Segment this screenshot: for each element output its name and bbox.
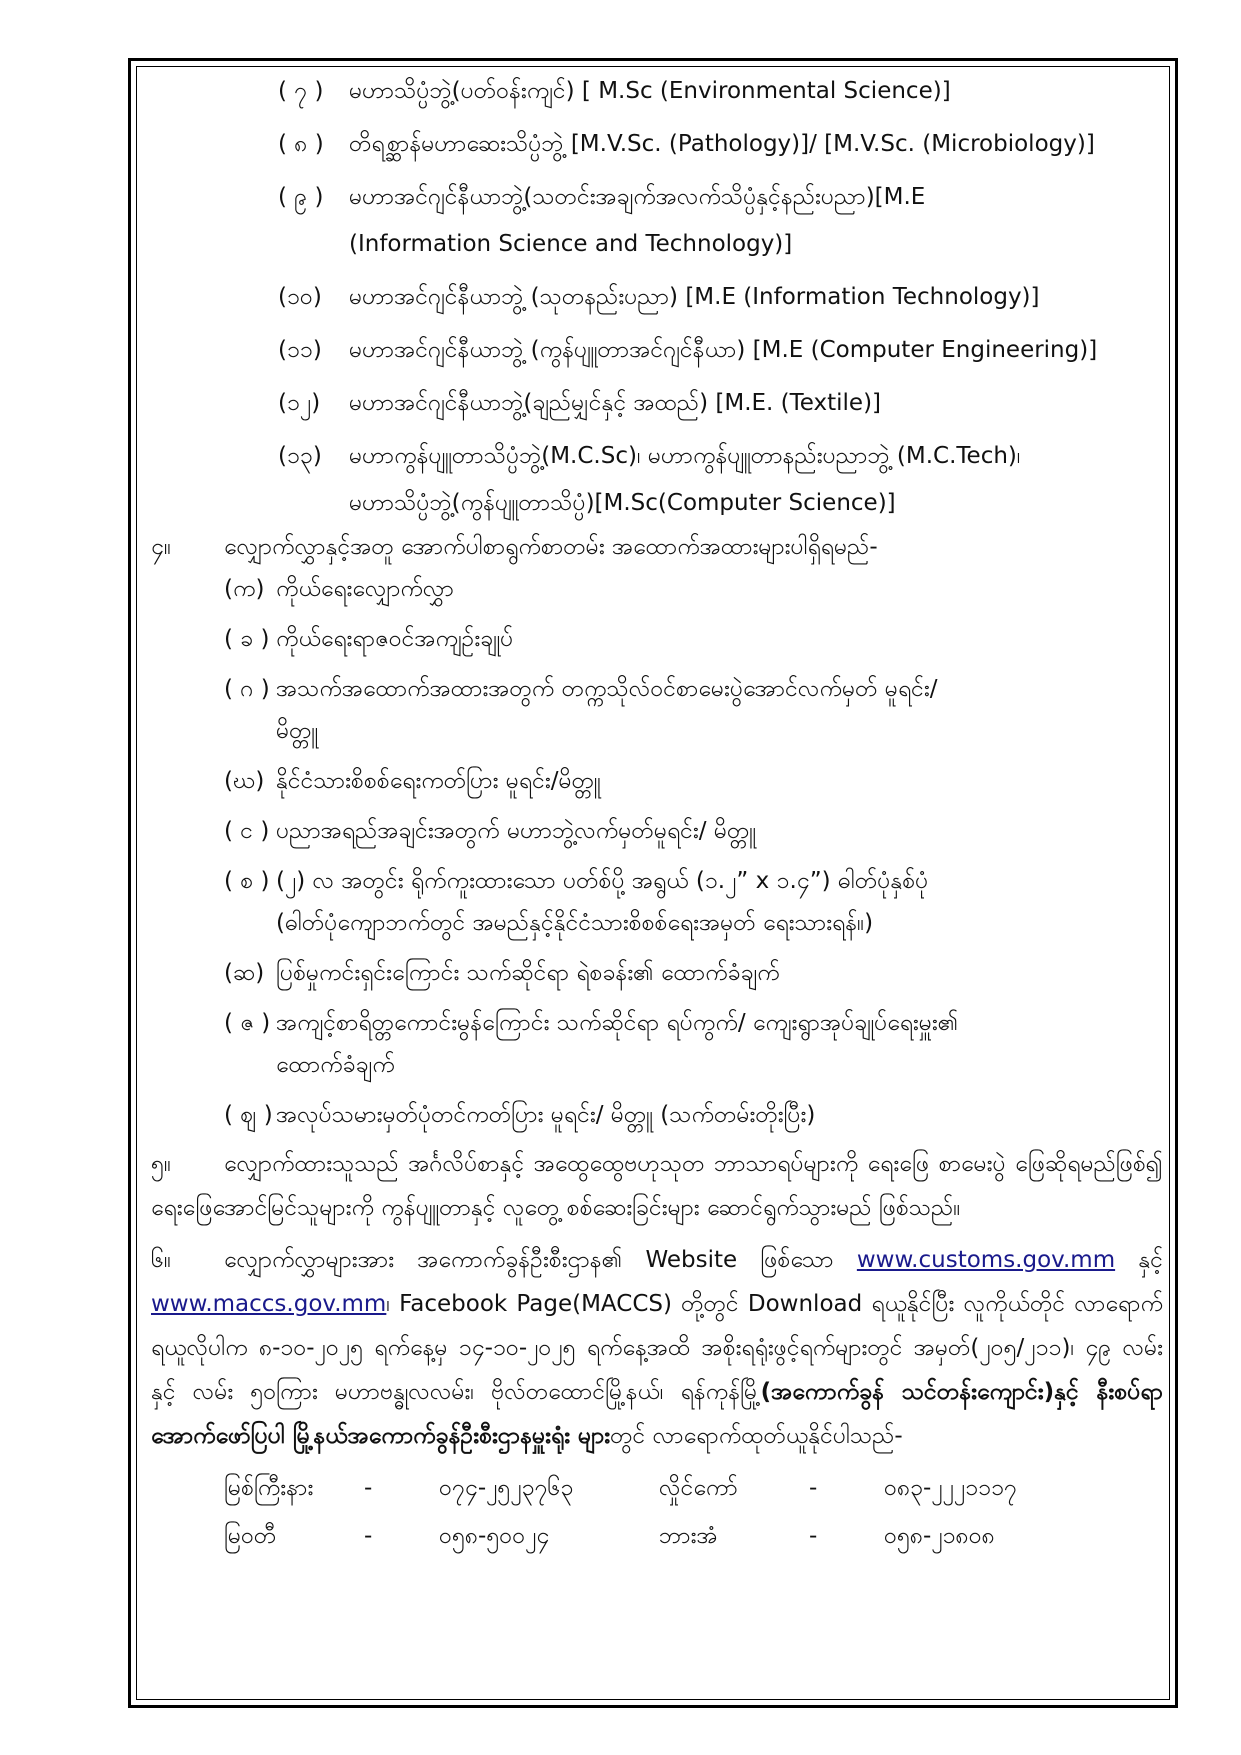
- section-6: [151, 1238, 1163, 1458]
- item-text: [276, 674, 1163, 746]
- degree-item: [151, 76, 1163, 129]
- section-heading: လျှောက်လွှာနှင့်အတူ အောက်ပါစာရွက်စာတမ်း အထောက်အထားများပါရှိရမည်-: [224, 534, 878, 560]
- degree-number: (၁၁): [278, 337, 322, 363]
- degree-text: မဟာအင်ဂျင်နီယာဘွဲ့ (ကွန်ပျူတာအင်ဂျင်နီယာ) [M.E (Computer Engineering)]: [349, 337, 1098, 363]
- section-6-text: လျှောက်လွှာများအား အကောက်ခွန်ဦးစီးဌာန၏ Website ဖြစ်သော: [224, 1247, 857, 1273]
- degree-text-line1: မဟာအင်ဂျင်နီယာဘွဲ့(သတင်းအချက်အလက်သိပ္ပံနှင့်နည်းပညာ)[M.E: [349, 184, 926, 210]
- item-number: (ဆ): [224, 960, 265, 986]
- degree-text: [349, 441, 1163, 532]
- section-6-text: နှင့်: [1115, 1247, 1164, 1273]
- degree-text: [349, 182, 1163, 282]
- contact-row: [224, 1512, 1163, 1560]
- section-number: ၆။: [151, 1247, 171, 1273]
- dash: -: [364, 1523, 373, 1549]
- degree-text-line2: (Information Science and Technology)]: [349, 231, 793, 257]
- item-text: ပညာအရည်အချင်းအတွက် မဟာဘွဲ့လက်မှတ်မူရင်း/ မိတ္တူ: [276, 818, 756, 844]
- item-number: ( ဇ ): [224, 1010, 271, 1036]
- section-6-text: ၊ Facebook Page(MACCS) တို့တွင် Download ရယူနိုင်ပြီး လူကိုယ်တိုင် လာရောက်ရယူလိုပါက ၈-၁၀-၂၀၂၅ ရက်နေ့မှ ၁၄-၁၀-၂၀၂၅ ရက်နေ့အထိ အစိုးရရုံးဖွင့်ရက်များတွင် အမှတ်(၂၀၅/၂၁၁)၊ ၄၉ လမ်း နှင့် လမ်း ၅၀ကြား မဟာဗန္ဓုလလမ်း၊ ဗိုလ်တထောင်မြို့နယ်၊ ရန်ကုန်မြို့: [151, 1291, 1163, 1405]
- item-text-line1: (၂) လ အတွင်း ရိုက်ကူးထားသော ပတ်စ်ပို့ အရွယ် (၁.၂” x ၁.၄”) ဓါတ်ပုံနှစ်ပုံ: [276, 868, 929, 894]
- item-text-line2: (ဓါတ်ပုံကျောဘက်တွင် အမည်နှင့်နိုင်ငံသားစိစစ်ရေးအမှတ် ရေးသားရန်။): [276, 910, 874, 936]
- item-number: ( ဂ ): [224, 676, 270, 702]
- degree-item: [151, 282, 1163, 335]
- degree-text: မဟာအင်ဂျင်နီယာဘွဲ့(ချည်မျှင်နှင့် အထည်) [M.E. (Textile)]: [349, 390, 882, 416]
- dash: -: [364, 1475, 373, 1501]
- phone-number: ၀၈၃-၂၂၂၁၁၁၇: [884, 1475, 1017, 1501]
- degree-text-line1: မဟာကွန်ပျူတာသိပ္ပံဘွဲ့(M.C.Sc)၊ မဟာကွန်ပျူတာနည်းပညာဘွဲ့ (M.C.Tech)၊: [349, 443, 1021, 469]
- checklist-item: [151, 766, 1163, 816]
- dash: -: [809, 1523, 818, 1549]
- item-number: ( င ): [224, 818, 270, 844]
- dash: -: [809, 1475, 818, 1501]
- phone-number: ၀၅၈-၂၁၈၀၈: [884, 1523, 995, 1549]
- item-text: ကိုယ်ရေးရာဇဝင်အကျဉ်းချုပ်: [276, 626, 514, 652]
- degree-number: (၁၃): [278, 443, 322, 469]
- degree-number: ( ၇ ): [278, 78, 324, 104]
- office-name: လှိုင်ကော်: [659, 1475, 738, 1501]
- item-text: ကိုယ်ရေးလျှောက်လွှာ: [276, 576, 454, 602]
- degree-item: [151, 182, 1163, 282]
- checklist-item: [151, 1100, 1163, 1142]
- degree-text-line2: မဟာသိပ္ပံဘွဲ့(ကွန်ပျူတာသိပ္ပံ)[M.Sc(Computer Science)]: [349, 490, 896, 516]
- checklist-item: [151, 624, 1163, 674]
- item-text: ပြစ်မှုကင်းရှင်းကြောင်း သက်ဆိုင်ရာ ရဲစခန်း၏ ထောက်ခံချက်: [276, 960, 780, 986]
- section-6-bold-text: (အကောက်ခွန် သင်တန်းကျောင်း)နှင့် နီးစပ်ရာ အောက်ဖော်ပြပါ မြို့နယ်အကောက်ခွန်ဦးစီးဌာနမှူးရုံး များ: [151, 1379, 1163, 1449]
- office-name: မြဝတီ: [224, 1523, 277, 1549]
- item-text: [276, 866, 1163, 938]
- degree-number: (၁၂): [278, 390, 321, 416]
- contact-table: [224, 1464, 1163, 1560]
- degree-text: မဟာအင်ဂျင်နီယာဘွဲ့ (သုတနည်းပညာ) [M.E (Information Technology)]: [349, 284, 1040, 310]
- degree-item: [151, 441, 1163, 532]
- office-name: ဘားအံ: [659, 1523, 718, 1549]
- item-number: ( ဈ ): [224, 1102, 273, 1128]
- phone-number: ၀၇၄-၂၅၂၃၇၆၃: [439, 1475, 574, 1501]
- document-checklist: [151, 574, 1163, 1142]
- checklist-item: [151, 674, 1163, 766]
- section-number: ၅။: [151, 1151, 171, 1177]
- item-text-line1: အကျင့်စာရိတ္တကောင်းမွန်ကြောင်း သက်ဆိုင်ရာ ရပ်ကွက်/ ကျေးရွာအုပ်ချုပ်ရေးမှူး၏: [276, 1010, 959, 1036]
- degree-list: [151, 76, 1163, 532]
- degree-number: ( ၈ ): [278, 131, 324, 157]
- document-body: [151, 76, 1163, 1560]
- contact-row: [224, 1464, 1163, 1512]
- checklist-item: [151, 958, 1163, 1008]
- degree-item: [151, 335, 1163, 388]
- degree-item: [151, 129, 1163, 182]
- degree-number: (၁၀): [278, 284, 322, 310]
- checklist-item: [151, 866, 1163, 958]
- item-text-line2: ထောက်ခံချက်: [276, 1052, 395, 1078]
- item-text: နိုင်ငံသားစိစစ်ရေးကတ်ပြား မူရင်း/မိတ္တူ: [276, 768, 601, 794]
- office-name: မြစ်ကြီးနား: [224, 1475, 314, 1501]
- item-number: (ဃ): [224, 768, 265, 794]
- checklist-item: [151, 1008, 1163, 1100]
- item-text: [276, 1008, 1163, 1080]
- degree-number: ( ၉ ): [278, 184, 324, 210]
- item-number: (က): [224, 576, 265, 602]
- customs-website-link[interactable]: www.customs.gov.mm: [856, 1247, 1116, 1273]
- item-text-line1: အသက်အထောက်အထားအတွက် တက္ကသိုလ်ဝင်စာမေးပွဲအောင်လက်မှတ် မူရင်း/: [276, 676, 938, 702]
- checklist-item: [151, 816, 1163, 866]
- item-text: အလုပ်သမားမှတ်ပုံတင်ကတ်ပြား မူရင်း/ မိတ္တူ (သက်တမ်းတိုးပြီး): [276, 1102, 816, 1128]
- section-4: [151, 532, 1163, 574]
- section-5-text: လျှောက်ထားသူသည် အင်္ဂလိပ်စာနှင့် အထွေထွေဗဟုသုတ ဘာသာရပ်များကို ရေးဖြေ စာမေးပွဲ ဖြေဆိုရမည်ဖြစ်၍ ရေးဖြေအောင်မြင်သူများကို ကွန်ပျူတာနှင့် လူတွေ့ စစ်ဆေးခြင်းများ ဆောင်ရွက်သွားမည် ဖြစ်သည်။: [151, 1151, 1163, 1221]
- item-number: ( ခ ): [224, 626, 270, 652]
- degree-item: [151, 388, 1163, 441]
- degree-text: မဟာသိပ္ပံဘွဲ့(ပတ်ဝန်းကျင်) [ M.Sc (Environmental Science)]: [349, 78, 951, 104]
- item-text-line2: မိတ္တူ: [276, 718, 319, 744]
- section-number: ၄။: [151, 534, 171, 560]
- item-number: ( စ ): [224, 868, 270, 894]
- section-5: [151, 1142, 1163, 1230]
- phone-number: ၀၅၈-၅၀၀၂၄: [439, 1523, 550, 1549]
- checklist-item: [151, 574, 1163, 624]
- degree-text: တိရစ္ဆာန်မဟာဆေးသိပ္ပံဘွဲ့ [M.V.Sc. (Pathology)]/ [M.V.Sc. (Microbiology)]: [349, 131, 1095, 157]
- maccs-website-link[interactable]: www.maccs.gov.mm: [151, 1291, 387, 1317]
- section-6-text: တွင် လာရောက်ထုတ်ယူနိုင်ပါသည်-: [610, 1423, 903, 1449]
